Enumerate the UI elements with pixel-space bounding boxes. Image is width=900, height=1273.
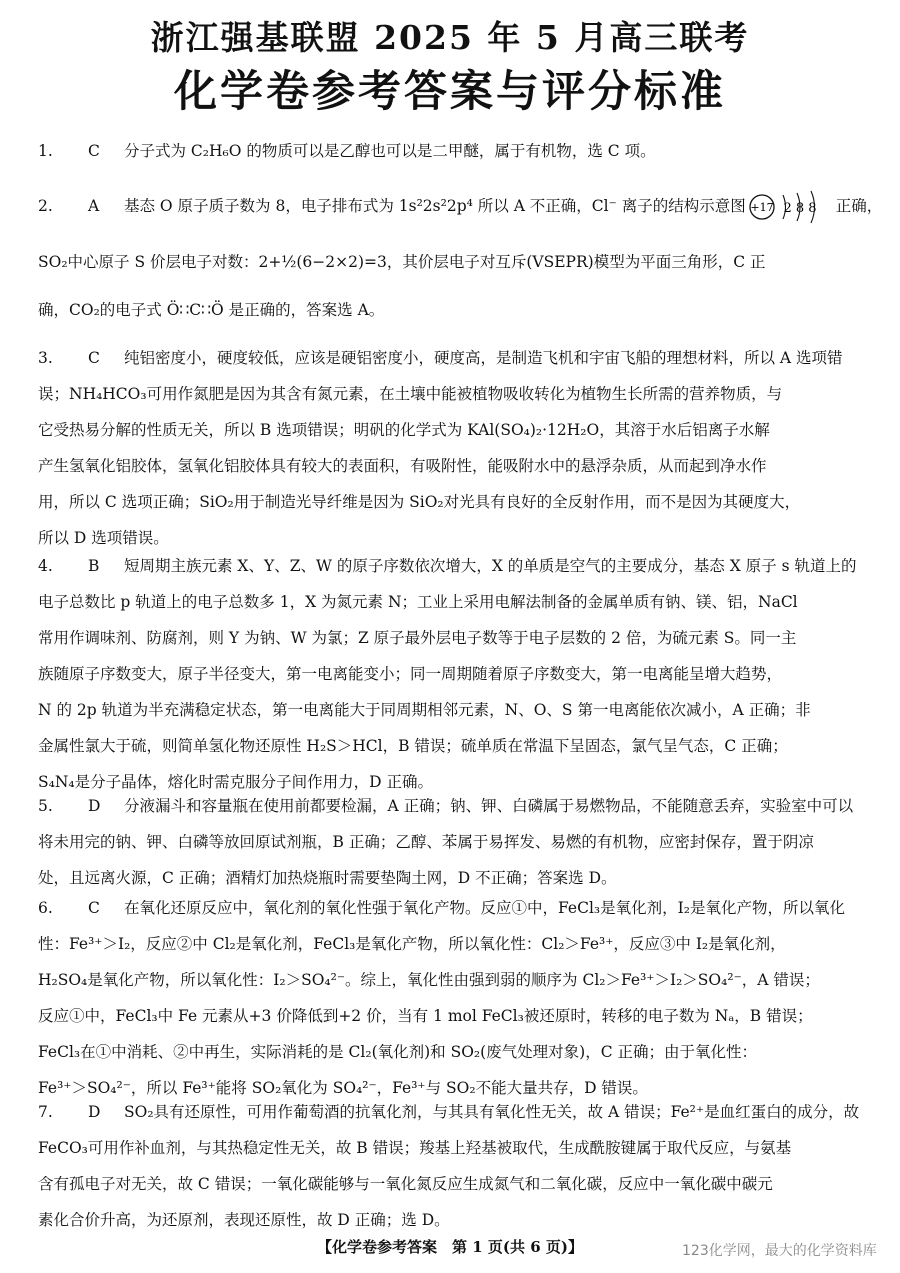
- question-line: 产生氢氧化铝胶体，氢氧化铝胶体具有较大的表面积，有吸附性，能吸附水中的悬浮杂质，从而起到净水作: [38, 457, 767, 475]
- question-3: [38, 340, 874, 556]
- question-line: S₄N₄是分子晶体，熔化时需克服分子间作用力，D 正确。: [38, 773, 433, 791]
- question-line: [38, 788, 874, 824]
- answer-letter: D: [88, 797, 101, 815]
- answer-letter: D: [88, 1103, 101, 1121]
- question-line: FeCO₃可用作补血剂，与其热稳定性无关，故 B 错误；羧基上羟基被取代，生成酰胺键属于取代反应，与氨基: [38, 1139, 792, 1157]
- question-line: 常用作调味剂、防腐剂，则 Y 为钠、W 为氯；Z 原子最外层电子数等于电子层数的 2 倍，为硫元素 S。同一主: [38, 629, 797, 647]
- question-line: FeCl₃在①中消耗、②中再生，实际消耗的是 Cl₂(氧化剂)和 SO₂(废气处理对象)，C 正确；由于氧化性：: [38, 1043, 758, 1061]
- question-text: 纯铝密度小，硬度较低，应该是硬铝密度小，硬度高，是制造飞机和宇宙飞船的理想材料，所以 A 选项错: [124, 349, 843, 367]
- question-line: 电子总数比 p 轨道上的电子总数多 1，X 为氮元素 N；工业上采用电解法制备的金属单质有钠、镁、铝，NaCl: [38, 593, 798, 611]
- question-number: 3.: [38, 349, 53, 367]
- question-number: 4.: [38, 557, 53, 575]
- page-title: 浙江强基联盟 2025 年 5 月高三联考: [150, 18, 750, 57]
- question-line: 族随原子序数变大，原子半径变大，第一电离能变小；同一周期随着原子序数变大，第一电离能呈增大趋势，: [38, 665, 783, 683]
- question-number: 2.: [38, 197, 53, 215]
- question-5: [38, 788, 874, 896]
- question-number: 6.: [38, 899, 53, 917]
- question-text: 分液漏斗和容量瓶在使用前都要检漏，A 正确；钠、钾、白磷属于易燃物品，不能随意丢弃，实验室中可以: [124, 797, 854, 815]
- question-number: 5.: [38, 797, 53, 815]
- co2-electron-formula: Ö∷C∷Ö: [166, 301, 224, 319]
- question-line: 它受热易分解的性质无关，所以 B 选项错误；明矾的化学式为 KAl(SO₄)₂·12H₂O，其溶于水后铝离子水解: [38, 421, 770, 439]
- question-text: 基态 O 原子质子数为 8，电子排布式为 1s²2s²2p⁴ 所以 A 不正确，Cl⁻ 离子的结构示意图: [124, 197, 746, 215]
- question-line: N 的 2p 轨道为半充满稳定状态，第一电离能大于同周期相邻元素，N、O、S 第一电离能依次减小，A 正确；非: [38, 701, 811, 719]
- question-line: 金属性氯大于硫，则简单氢化物还原性 H₂S＞HCl，B 错误；硫单质在常温下呈固态，氯气呈气态，C 正确；: [38, 737, 788, 755]
- question-text: 正确，: [835, 197, 883, 215]
- answer-letter: C: [88, 899, 100, 917]
- question-line: 将未用完的钠、钾、白磷等放回原试剂瓶，B 正确；乙醇、苯属于易挥发、易燃的有机物，应密封保存，置于阴凉: [38, 833, 814, 851]
- question-line: [38, 340, 874, 376]
- answer-letter: C: [88, 142, 100, 160]
- question-7: [38, 1094, 874, 1238]
- question-1: [38, 133, 874, 169]
- question-line: 素化合价升高，为还原剂，表现还原性，故 D 正确；选 D。: [38, 1211, 450, 1229]
- question-line: [38, 1094, 874, 1130]
- question-text: 是正确的，答案选 A。: [228, 301, 385, 319]
- question-line: [38, 133, 874, 169]
- answer-letter: A: [88, 197, 100, 215]
- question-line: [38, 548, 874, 584]
- question-line: 性：Fe³⁺＞I₂，反应②中 Cl₂是氧化剂，FeCl₃是氧化产物，所以氧化性：Cl₂＞Fe³⁺，反应③中 I₂是氧化剂，: [38, 935, 786, 953]
- question-line: [38, 890, 874, 926]
- question-line: 含有孤电子对无关，故 C 错误；一氧化碳能够与一氧化氮反应生成氮气和二氧化碳，反应中一氧化碳中碳元: [38, 1175, 773, 1193]
- question-line: H₂SO₄是氧化产物，所以氧化性：I₂＞SO₄²⁻。综上，氧化性由强到弱的顺序为 Cl₂＞Fe³⁺＞I₂＞SO₄²⁻，A 错误；: [38, 971, 820, 989]
- question-2: [38, 188, 883, 328]
- question-number: 7.: [38, 1103, 53, 1121]
- question-text: 短周期主族元素 X、Y、Z、W 的原子序数依次增大，X 的单质是空气的主要成分，基态 X 原子 s 轨道上的: [124, 557, 857, 575]
- answer-letter: C: [88, 349, 100, 367]
- question-line: 用，所以 C 选项正确；SiO₂用于制造光导纤维是因为 SiO₂对光具有良好的全反射作用，而不是因为其硬度大，: [38, 493, 801, 511]
- question-line: SO₂中心原子 S 价层电子对数：2+½(6−2×2)=3，其价层电子对互斥(VSEPR)模型为平面三角形，C 正: [38, 253, 766, 271]
- nucleus-charge-label: +17: [750, 201, 774, 214]
- question-line: 所以 D 选项错误。: [38, 529, 169, 547]
- question-number: 1.: [38, 142, 53, 160]
- question-4: [38, 548, 874, 800]
- question-text: SO₂具有还原性，可用作葡萄酒的抗氧化剂，与其具有氧化性无关，故 A 错误；Fe²⁺是血红蛋白的成分，故: [124, 1103, 860, 1121]
- cl-ion-structure-diagram: [748, 189, 834, 225]
- question-line: Fe³⁺＞SO₄²⁻，所以 Fe³⁺能将 SO₂氧化为 SO₄²⁻，Fe³⁺与 SO₂不能大量共存，D 错误。: [38, 1079, 648, 1097]
- page-footer: 【化学卷参考答案 第 1 页(共 6 页)】: [317, 1238, 583, 1256]
- site-watermark: 123化学网，最大的化学资料库: [682, 1243, 877, 1259]
- question-line: [38, 188, 883, 224]
- question-text: 在氧化还原反应中，氧化剂的氧化性强于氧化产物。反应①中，FeCl₃是氧化剂，I₂是氧化产物，所以氧化: [124, 899, 845, 917]
- question-line: 误；NH₄HCO₃可用作氮肥是因为其含有氮元素，在土壤中能被植物吸收转化为植物生长所需的营养物质，与: [38, 385, 783, 403]
- question-6: [38, 890, 874, 1106]
- shell-electron-counts: 2 8 8: [783, 201, 817, 216]
- question-text: 确，CO₂的电子式: [38, 301, 162, 319]
- question-line: 处，且远离火源，C 正确；酒精灯加热烧瓶时需要垫陶土网，D 不正确；答案选 D。: [38, 869, 617, 887]
- question-text: 分子式为 C₂H₆O 的物质可以是乙醇也可以是二甲醚，属于有机物，选 C 项。: [124, 142, 656, 160]
- question-line: 反应①中，FeCl₃中 Fe 元素从+3 价降低到+2 价，当有 1 mol FeCl₃被还原时，转移的电子数为 Nₐ，B 错误；: [38, 1007, 813, 1025]
- answer-letter: B: [88, 557, 100, 575]
- question-line: [38, 292, 874, 328]
- page-subtitle: 化学卷参考答案与评分标准: [174, 67, 726, 117]
